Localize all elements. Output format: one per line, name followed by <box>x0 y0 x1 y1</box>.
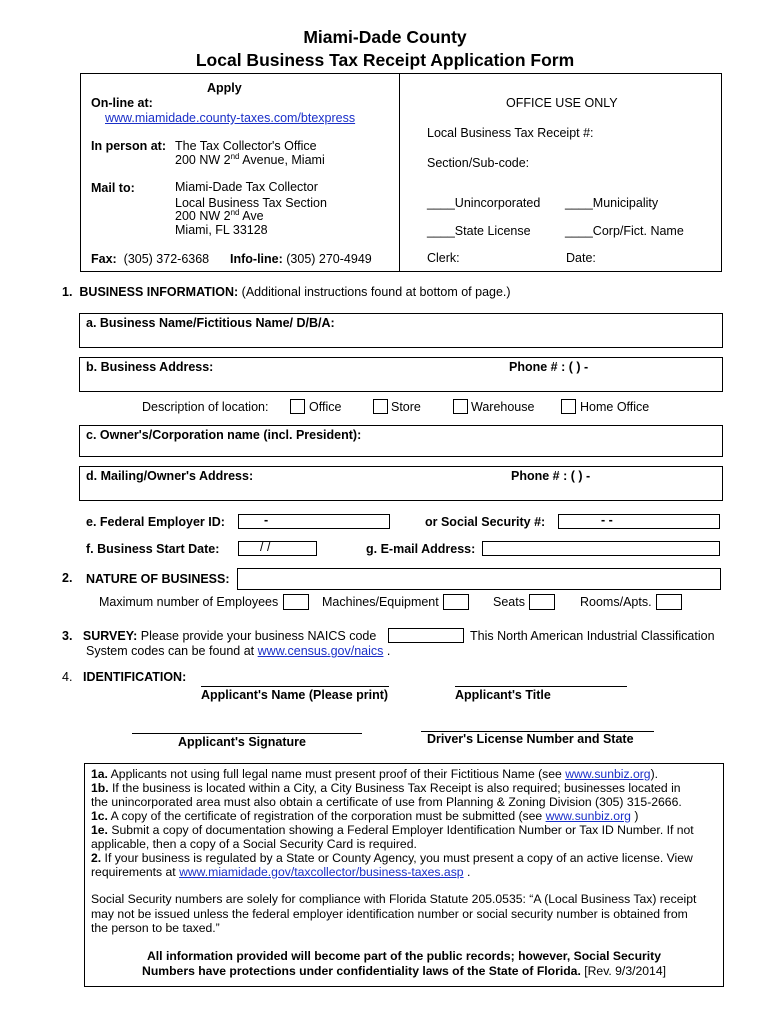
mail-line4: Miami, FL 33128 <box>175 223 268 237</box>
applicant-name-label: Applicant's Name (Please print) <box>201 688 389 702</box>
census-naics-link[interactable]: www.census.gov/naics <box>257 644 384 658</box>
home-office-option-label: Home Office <box>580 400 650 414</box>
employees-label: Maximum number of Employees <box>99 595 279 609</box>
unincorporated-option: ____Unincorporated <box>427 196 541 210</box>
federal-employer-id-value: - <box>264 513 269 527</box>
email-input[interactable] <box>482 541 720 556</box>
section4-number: 4. <box>62 670 73 684</box>
machines-input[interactable] <box>443 594 469 610</box>
drivers-license-label: Driver's License Number and State <box>427 732 634 746</box>
naics-code-input[interactable] <box>388 628 464 643</box>
mail-line3: 200 NW 2nd Ave <box>175 208 264 223</box>
ssn-value: - - <box>601 513 613 527</box>
store-checkbox[interactable] <box>373 399 388 414</box>
info-line: Info-line: (305) 270-4949 <box>230 252 372 266</box>
ssn-label: or Social Security #: <box>425 515 546 529</box>
location-description-label: Description of location: <box>142 400 269 414</box>
warehouse-checkbox[interactable] <box>453 399 468 414</box>
ssn-input[interactable] <box>558 514 720 529</box>
email-label: g. E-mail Address: <box>366 542 476 556</box>
start-date-input[interactable] <box>238 541 317 556</box>
business-name-label: a. Business Name/Fictitious Name/ D/B/A: <box>86 316 335 330</box>
business-phone-label: Phone # : ( ) - <box>509 360 589 374</box>
section-subcode-label: Section/Sub-code: <box>427 156 530 170</box>
in-person-line1: The Tax Collector's Office <box>175 139 317 153</box>
seats-input[interactable] <box>529 594 555 610</box>
identification-label: IDENTIFICATION: <box>83 670 187 684</box>
municipality-option: ____Municipality <box>565 196 659 210</box>
signature-label: Applicant's Signature <box>178 735 306 749</box>
online-url-link[interactable]: www.miamidade.county-taxes.com/btexpress <box>105 111 356 125</box>
applicant-name-line[interactable] <box>201 686 389 687</box>
machines-label: Machines/Equipment <box>322 595 439 609</box>
fax-line: Fax: (305) 372-6368 <box>91 252 210 266</box>
clerk-label: Clerk: <box>427 251 460 265</box>
office-use-heading: OFFICE USE ONLY <box>506 96 618 110</box>
start-date-label: f. Business Start Date: <box>86 542 220 556</box>
mail-line1: Miami-Dade Tax Collector <box>175 180 318 194</box>
survey-text: 3. SURVEY: Please provide your business NAICS code <box>62 629 377 643</box>
note-1c: 1c. A copy of the certificate of registration of the corporation must be submitted (see www.sunbiz.org ) <box>91 809 639 823</box>
section2-number: 2. <box>62 571 73 585</box>
owner-name-label: c. Owner's/Corporation name (incl. President): <box>86 428 362 442</box>
applicant-title-label: Applicant's Title <box>455 688 551 702</box>
in-person-line2: 200 NW 2nd Avenue, Miami <box>175 152 325 167</box>
warehouse-option-label: Warehouse <box>471 400 535 414</box>
note-1e-line2: applicable, then a copy of a Social Security Card is required. <box>91 837 417 851</box>
federal-employer-id-label: e. Federal Employer ID: <box>86 515 225 529</box>
online-label: On-line at: <box>91 96 153 110</box>
public-records-line2: Numbers have protections under confidentiality laws of the State of Florida. [Rev. 9/3/2014] <box>142 964 666 978</box>
date-label: Date: <box>566 251 596 265</box>
rooms-label: Rooms/Apts. <box>580 595 652 609</box>
rooms-input[interactable] <box>656 594 682 610</box>
federal-employer-id-input[interactable] <box>238 514 390 529</box>
office-checkbox[interactable] <box>290 399 305 414</box>
ss-statute-line3: the person to be taxed.” <box>91 921 220 935</box>
note-2-line2: requirements at www.miamidade.gov/taxcollector/business-taxes.asp . <box>91 865 471 879</box>
seats-label: Seats <box>493 595 525 609</box>
state-license-option: ____State License <box>427 224 531 238</box>
employees-input[interactable] <box>283 594 309 610</box>
store-option-label: Store <box>391 400 421 414</box>
instructions-box <box>84 763 724 987</box>
section1-heading: 1. BUSINESS INFORMATION: (Additional instructions found at bottom of page.) <box>62 285 511 299</box>
start-date-value: / / <box>260 540 271 554</box>
note-1a: 1a. Applicants not using full legal name must present proof of their Fictitious Name (see www.sunbiz.org). <box>91 767 659 781</box>
note-1b: 1b. If the business is located within a City, a City Business Tax Receipt is also required; businesses located in <box>91 781 681 795</box>
taxcollector-link[interactable]: www.miamidade.gov/taxcollector/business-taxes.asp <box>179 865 464 879</box>
public-records-line1: All information provided will become part of the public records; however, Social Security <box>146 949 661 963</box>
mailing-address-label: d. Mailing/Owner's Address: <box>86 469 254 483</box>
signature-line[interactable] <box>132 733 362 734</box>
in-person-label: In person at: <box>91 139 167 153</box>
home-office-checkbox[interactable] <box>561 399 576 414</box>
business-address-label: b. Business Address: <box>86 360 214 374</box>
corp-fict-option: ____Corp/Fict. Name <box>565 224 684 238</box>
receipt-number-label: Local Business Tax Receipt #: <box>427 126 594 140</box>
office-option-label: Office <box>309 400 342 414</box>
ss-statute-line1: Social Security numbers are solely for compliance with Florida Statute 205.0535: “A (Local Business Tax) receipt <box>91 892 697 906</box>
nature-of-business-input[interactable] <box>237 568 721 590</box>
form-title-line2: Local Business Tax Receipt Application Form <box>195 50 575 70</box>
note-1e: 1e. Submit a copy of documentation showing a Federal Employer Identification Number or Tax ID Number. If not <box>91 823 694 837</box>
sunbiz-link-1[interactable]: www.sunbiz.org <box>565 767 651 781</box>
note-1b-line2: the unincorporated area must also obtain a certificate of use from Planning & Zoning Division (305) 315-2666. <box>91 795 682 809</box>
nature-of-business-label: NATURE OF BUSINESS: <box>86 572 230 586</box>
form-title-line1: Miami-Dade County <box>303 27 467 47</box>
mailing-phone-label: Phone # : ( ) - <box>511 469 591 483</box>
applicant-title-line[interactable] <box>455 686 627 687</box>
sunbiz-link-2[interactable]: www.sunbiz.org <box>545 809 631 823</box>
apply-heading: Apply <box>207 81 242 95</box>
survey-text-line2: System codes can be found at www.census.gov/naics . <box>86 644 391 658</box>
note-2: 2. If your business is regulated by a State or County Agency, you must present a copy of an active license. View <box>91 851 693 865</box>
mail-label: Mail to: <box>91 181 135 195</box>
ss-statute-line2: may not be issued unless the federal employer identification number or social security number is obtained from <box>91 907 688 921</box>
survey-text-continued: This North American Industrial Classification <box>470 629 715 643</box>
mail-line2: Local Business Tax Section <box>175 196 327 210</box>
